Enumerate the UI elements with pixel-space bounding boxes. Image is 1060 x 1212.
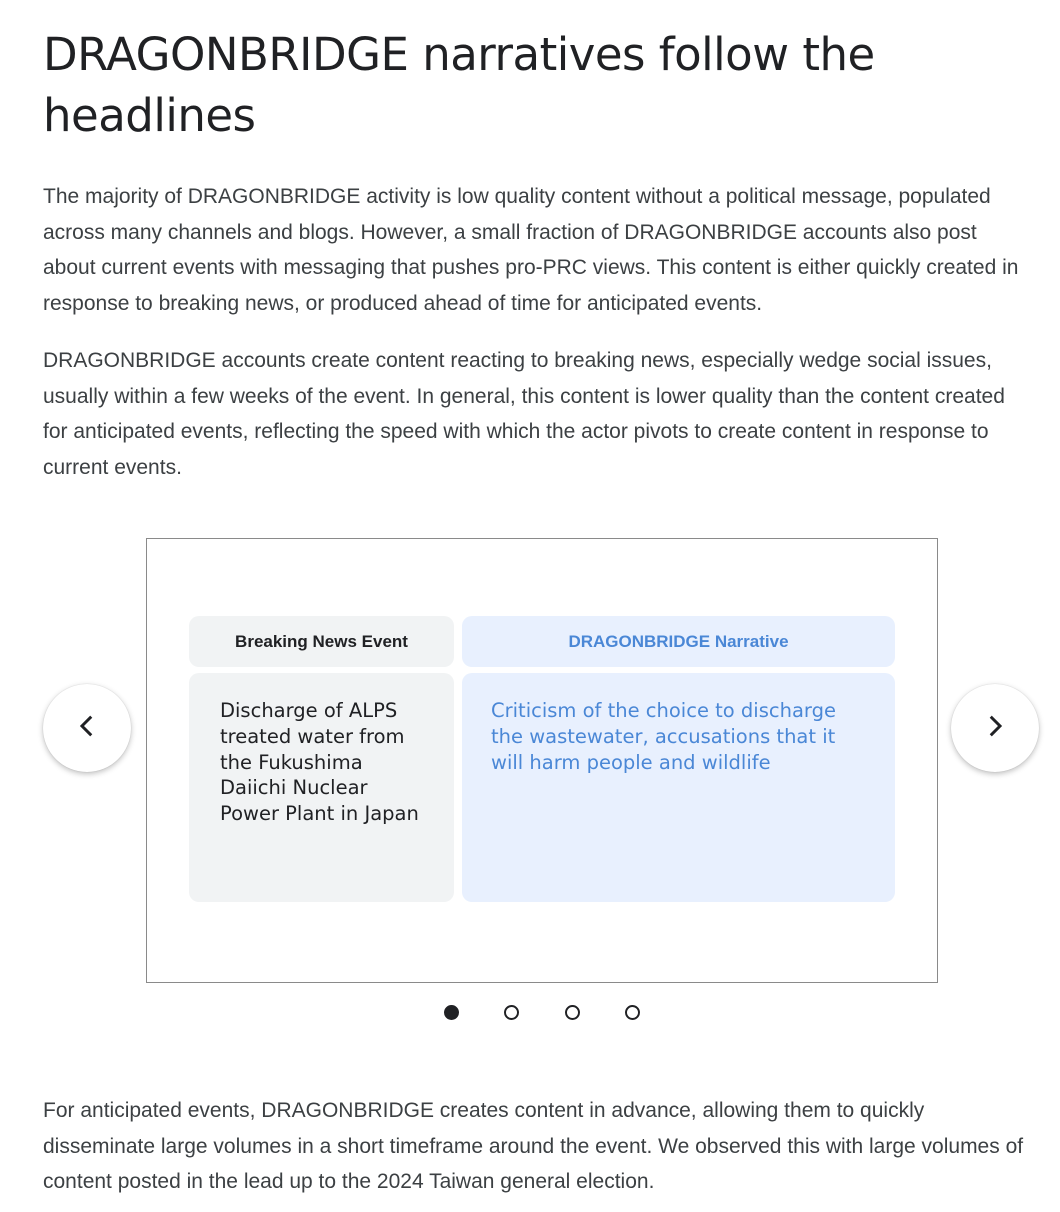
carousel-prev-button[interactable]: [43, 684, 131, 772]
page-title: DRAGONBRIDGE narratives follow the headlines: [43, 28, 875, 142]
carousel-dot-4[interactable]: [625, 1005, 640, 1020]
carousel-dot-3[interactable]: [565, 1005, 580, 1020]
chevron-right-icon: [984, 715, 1006, 742]
carousel-next-button[interactable]: [951, 684, 1039, 772]
body-paragraph-3: For anticipated events, DRAGONBRIDGE creates content in advance, allowing them to quickly disseminate large volumes in a short timeframe around the event. We observed this with large volumes of content posted in the lead up to the 2024 Taiwan general election.: [43, 1099, 1024, 1194]
carousel-slide: [146, 538, 938, 983]
breaking-news-text: Discharge of ALPS treated water from the Fukushima Daiichi Nuclear Power Plant in Japan: [189, 673, 454, 902]
narrative-text: Criticism of the choice to discharge the wastewater, accusations that it will harm people and wildlife: [462, 673, 895, 902]
body-paragraph-1: The majority of DRAGONBRIDGE activity is low quality content without a political message, populated across many channels and blogs. However, a small fraction of DRAGONBRIDGE accounts also post about current events with messaging that pushes pro-PRC views. This content is either quickly created in response to breaking news, or produced ahead of time for anticipated events.: [43, 185, 1019, 316]
carousel-dot-1[interactable]: [444, 1005, 459, 1020]
narrative-header: DRAGONBRIDGE Narrative: [462, 616, 895, 667]
carousel-dot-2[interactable]: [504, 1005, 519, 1020]
breaking-news-header: Breaking News Event: [189, 616, 454, 667]
carousel-pagination: [0, 1005, 1060, 1021]
chevron-left-icon: [76, 715, 98, 742]
body-paragraph-2: DRAGONBRIDGE accounts create content reacting to breaking news, especially wedge social issues, usually within a few weeks of the event. In general, this content is lower quality than the content created for anticipated events, reflecting the speed with which the actor pivots to create content in response to current events.: [43, 349, 1005, 480]
